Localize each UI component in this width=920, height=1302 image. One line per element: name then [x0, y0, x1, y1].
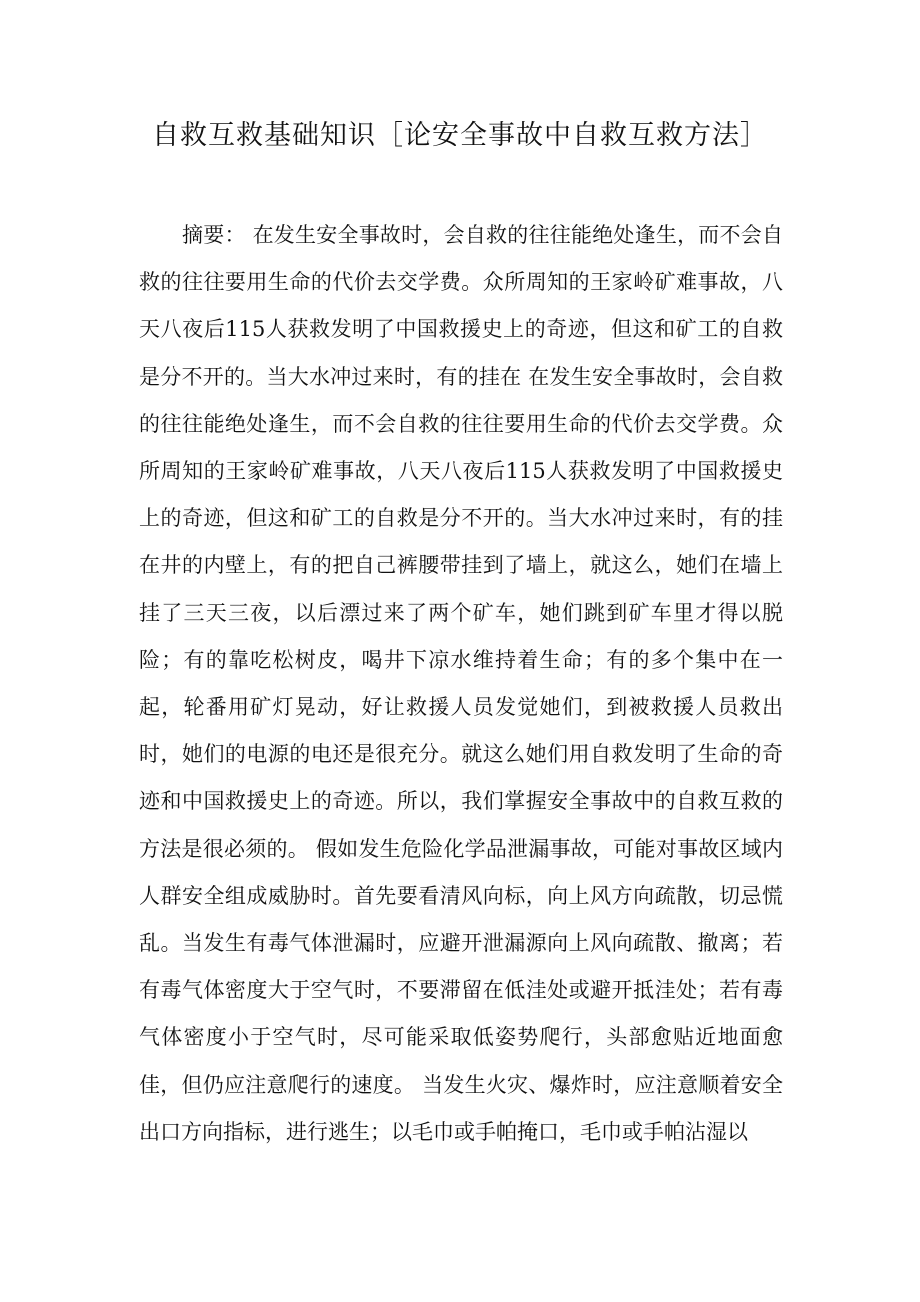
document-body: 摘要： 在发生安全事故时，会自救的往往能绝处逢生，而不会自救的往往要用生命的代价去交学费。众所周知的王家岭矿难事故，八天八夜后115人获救发明了中国救援史上的奇迹，但这和矿工的自救是分不开的。当大水冲过来时，有的挂在 在发生安全事故时，会自救的往往能绝处逢生，而不会自救的往往要用生命的代价去交学费。众所周知的王家岭矿难事故，八天八夜后115人获救发明了中国救援史上的奇迹，但这和矿工的自救是分不开的。当大水冲过来时，有的挂在井的内壁上，有的把自己裤腰带挂到了墙上，就这么，她们在墙上挂了三天三夜，以后漂过来了两个矿车，她们跳到矿车里才得以脱险；有的靠吃松树皮，喝井下凉水维持着生命；有的多个集中在一起，轮番用矿灯晃动，好让救援人员发觉她们，到被救援人员救出时，她们的电源的电还是很充分。就这么她们用自救发明了生命的奇迹和中国救援史上的奇迹。所以，我们掌握安全事故中的自救互救的方法是很必须的。 假如发生危险化学品泄漏事故，可能对事故区域内人群安全组成威胁时。首先要看清风向标，向上风方向疏散，切忌慌乱。当发生有毒气体泄漏时，应避开泄漏源向上风向疏散、撤离；若有毒气体密度大于空气时，不要滞留在低洼处或避开抵洼处；若有毒气体密度小于空气时，尽可能采取低姿势爬行，头部愈贴近地面愈佳，但仍应注意爬行的速度。 当发生火灾、爆炸时，应注意顺着安全出口方向指标，进行逃生；以毛巾或手帕掩口，毛巾或手帕沾湿以 [139, 223, 783, 1144]
document-title: 自救互救基础知识［论安全事故中自救互救方法］ [152, 120, 768, 151]
